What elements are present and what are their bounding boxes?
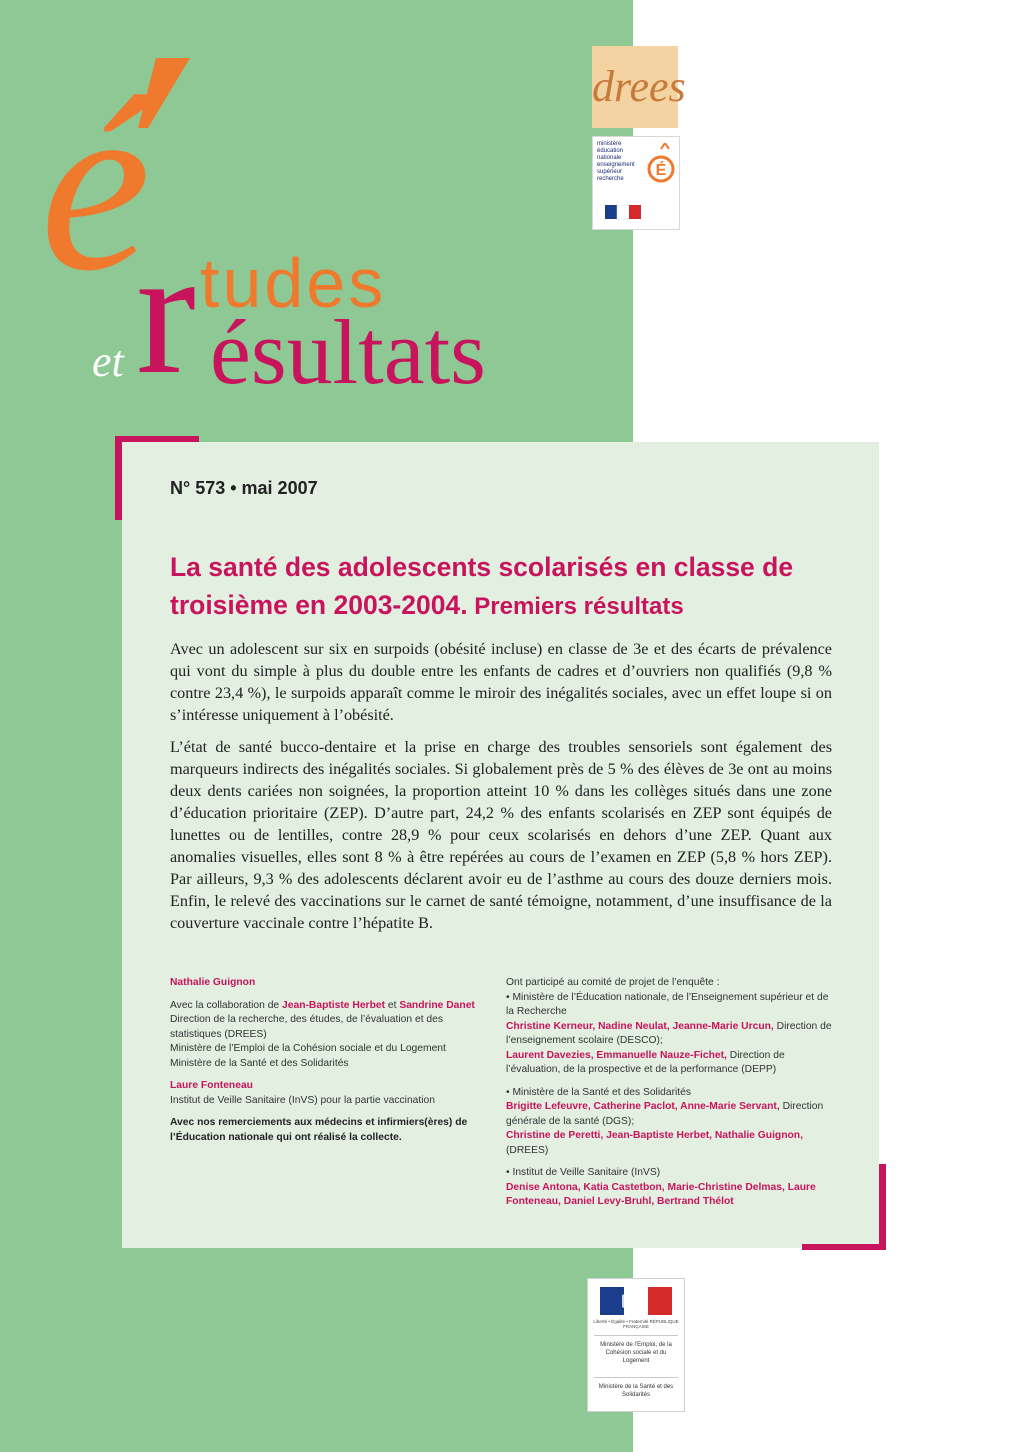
affiliation-drees: Direction de la recherche, des études, de l’évaluation et des statistiques (DREES) [170, 1014, 444, 1040]
committee-org-sante: • Ministère de la Santé et des Solidarités [506, 1086, 692, 1098]
abstract-paragraph-2: L’état de santé bucco-dentaire et la prise en charge des troubles sensoriels sont également des marqueurs indirects des inégalités sociales. Si globalement près de 5 % des élèves de 3e ont au moins deux dents cariées non soignées, la proportion atteint 10 % dans les collèges situés dans une zone d’éducation prioritaire (ZEP). D’autre part, 24,2 % des enfants scolarisés en ZEP sont équipés de lunettes ou de lentilles, contre 28,9 % pour ceux scolarisés en dehors d’une ZEP. Quant aux anomalies visuelles, elles sont 8 % à être repérées au cours de l’examen en ZEP (5,8 % hors ZEP). Par ailleurs, 9,3 % des adolescents déclarent avoir eu de l’asthme au cours des douze derniers mois. Enfin, le relevé des vaccinations sur le carnet de santé témoigne, notamment, d’une insuffisance de la couverture vaccinale contre l’hépatite B. [170, 738, 832, 932]
education-emblem-icon [647, 143, 675, 189]
issue-number: N° 573 • mai 2007 [170, 478, 318, 498]
headline [170, 548, 830, 626]
headline-main: La santé des adolescents scolarisés en classe de troisième en 2003-2004. [170, 552, 794, 620]
committee-invs-names: Denise Antona, Katia Castetbon, Marie-Christine Delmas, Laure Fonteneau, Daniel Levy-Bruhl, Bertrand Thélot [506, 1181, 816, 1207]
committee-desco: Christine Kerneur, Nadine Neulat, Jeanne-Marie Urcun, Direction de l’enseignement scolaire (DESCO); [506, 1020, 832, 1046]
title-tudes: tudes [200, 244, 387, 322]
title-et: et [92, 337, 124, 386]
title-letter-r: r [136, 212, 196, 411]
collaboration-line: Avec la collaboration de Jean-Baptiste Herbet et Sandrine Danet [170, 999, 475, 1011]
drees-logo: drees [592, 46, 678, 128]
title-esultats: ésultats [210, 301, 486, 403]
affiliation-ministry-sante: Ministère de la Santé et des Solidarités [170, 1057, 349, 1069]
affiliation-invs: Institut de Veille Sanitaire (InVS) pour la partie vaccination [170, 1094, 436, 1106]
affiliation-ministry-emploi: Ministère de l’Emploi de la Cohésion sociale et du Logement [170, 1043, 446, 1054]
committee-column [506, 976, 836, 1210]
committee-intro: Ont participé au comité de projet de l’enquête : [506, 977, 720, 988]
headline-sub: Premiers résultats [467, 593, 684, 620]
committee-dgs: Brigitte Lefeuvre, Catherine Paclot, Anne-Marie Servant, Direction générale de la santé (DGS); [506, 1101, 824, 1127]
republique-francaise-text: Liberté • Égalité • Fraternité RÉPUBLIQUE FRANÇAISE [593, 1319, 679, 1329]
ministry-education-logo [592, 136, 680, 230]
author-name: Nathalie Guignon [170, 977, 256, 988]
corner-accent-bottom-right [879, 1164, 886, 1250]
author2-name: Laure Fonteneau [170, 1080, 253, 1091]
committee-depp: Laurent Davezies, Emmanuelle Nauze-Fichet, Direction de l’évaluation, de la prospective et de la performance (DEPP) [506, 1049, 785, 1075]
committee-org-education: • Ministère de l’Éducation nationale, de l’Enseignement supérieur et de la Recherche [506, 991, 829, 1017]
authors-column [170, 976, 488, 1145]
french-flag-icon [605, 205, 641, 221]
acknowledgements: Avec nos remerciements aux médecins et infirmiers(ères) de l’Éducation nationale qui ont réalisé la collecte. [170, 1117, 468, 1143]
corner-accent-bottom-right-h [802, 1244, 886, 1250]
svg-text:É: É [655, 162, 667, 179]
abstract-paragraph-1: Avec un adolescent sur six en surpoids (obésité incluse) en classe de 3e et des écarts de prévalence qui vont du simple à plus du double entre les enfants de cadres et d’ouvriers non qualifiés (9,8 % contre 23,4 %), le surpoids apparaît comme le miroir des inégalités sociales, avec un effet loupe si on s’intéresse uniquement à l’obésité. [170, 640, 832, 724]
ministry-education-text: ministère éducation nationale enseignement supérieur recherche [597, 141, 635, 182]
committee-drees: Christine de Peretti, Jean-Baptiste Herbet, Nathalie Guignon, (DREES) [506, 1130, 803, 1156]
title-letter-e: é [40, 46, 151, 323]
divider [594, 1335, 678, 1336]
abstract [170, 638, 832, 944]
republique-francaise-logo [587, 1278, 685, 1412]
ministry-sante-text: Ministère de la Santé et des Solidarités [598, 1384, 674, 1398]
corner-accent-top-left [115, 436, 122, 520]
marianne-flag-icon [600, 1287, 672, 1317]
corner-accent-top-left-h [115, 436, 199, 442]
divider [594, 1377, 678, 1378]
committee-org-invs: • Institut de Veille Sanitaire (InVS) [506, 1167, 661, 1178]
ministry-emploi-text: Ministère de l’Emploi, de la Cohésion sociale et du Logement [600, 1342, 672, 1364]
